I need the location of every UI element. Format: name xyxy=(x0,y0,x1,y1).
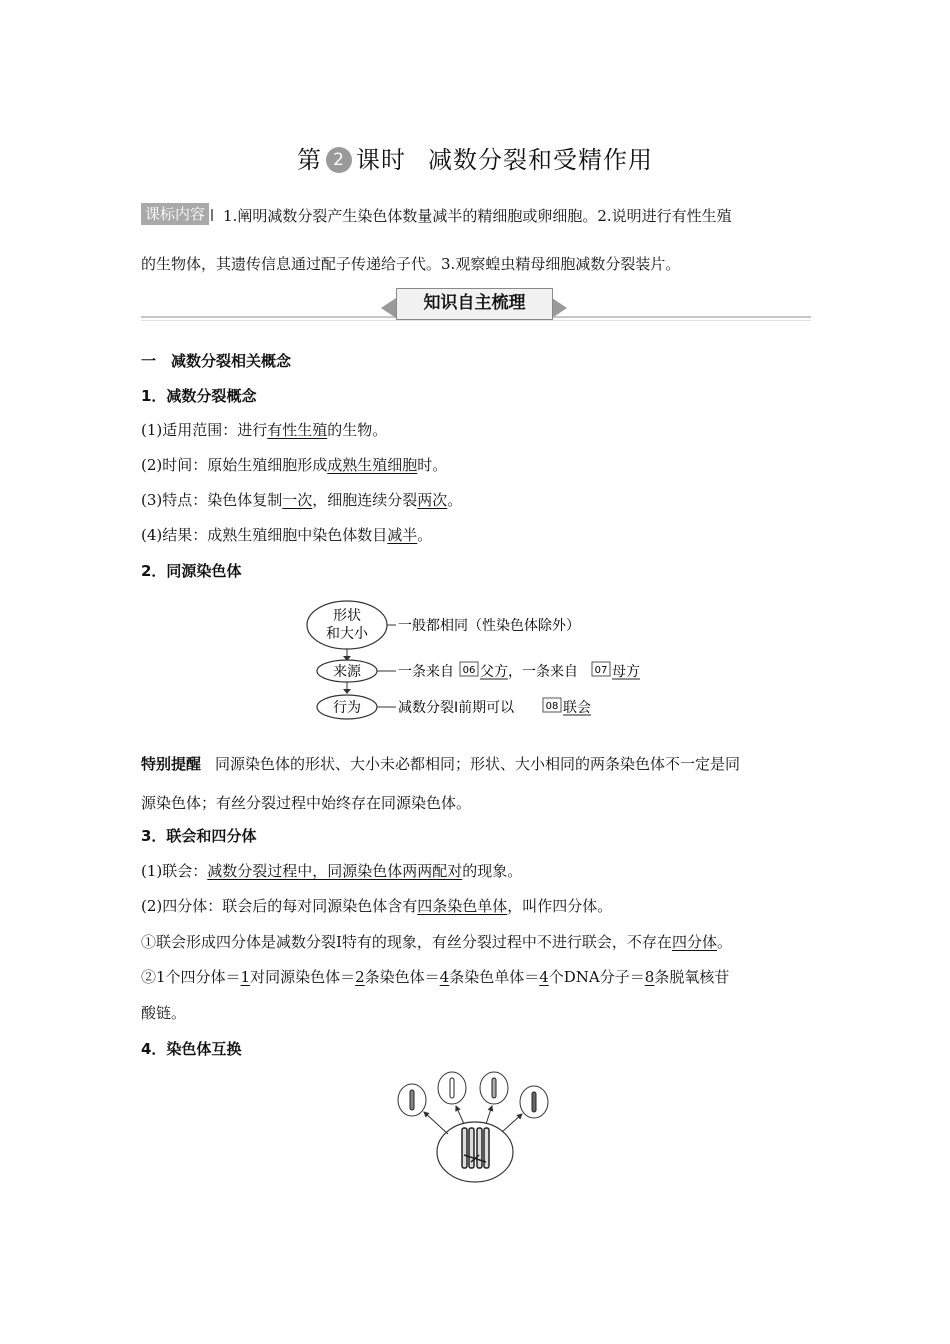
standards-text-1: 1.阐明减数分裂产生染色体数量减半的精细胞或卵细胞。2.说明进行有性生殖 xyxy=(223,207,732,225)
subheading-crossover: 4．染色体互换 xyxy=(141,1040,242,1058)
concept-feature: (3)特点：染色体复制一次，细胞连续分裂两次。 xyxy=(141,491,463,509)
tetrad-definition: (2)四分体：联会后的每对同源染色体含有四条染色单体，叫作四分体。 xyxy=(141,897,613,915)
title-main: 减数分裂和受精作用 xyxy=(428,146,653,174)
subheading-concept: 1．减数分裂概念 xyxy=(141,387,257,405)
diagram-answer-father: 父方 xyxy=(480,664,508,680)
answer-number-06: 06 xyxy=(462,665,476,676)
diagram-label-behavior: 行为 xyxy=(333,700,361,716)
tetrad-note-2-cont: 酸链。 xyxy=(141,1004,187,1022)
parent-cell xyxy=(437,1122,513,1182)
answer-number-07: 07 xyxy=(594,665,608,676)
synapsis-definition: (1)联会：减数分裂过程中，同源染色体两两配对的现象。 xyxy=(141,862,523,880)
tip-label: 特别提醒 xyxy=(141,755,202,773)
section-banner xyxy=(141,288,811,322)
title-suffix: 课时 xyxy=(356,146,406,174)
tip-block xyxy=(141,754,811,813)
standards-text-2: 的生物体，其遗传信息通过配子传递给子代。3.观察蝗虫精母细胞减数分裂装片。 xyxy=(141,255,681,273)
svg-text:，一条来自: ，一条来自 xyxy=(508,664,578,680)
standards-label: 课标内容 xyxy=(141,203,209,225)
tip-text-2: 源染色体；有丝分裂过程中始终存在同源染色体。 xyxy=(141,794,472,812)
diagram-text-behavior: 减数分裂Ⅰ前期可以 xyxy=(398,700,515,716)
banner-title: 知识自主梳理 xyxy=(396,288,553,320)
tip-text-1: 同源染色体的形状、大小未必都相同；形状、大小相同的两条染色体不一定是同 xyxy=(215,755,741,773)
diagram-text-origin: 一条来自 xyxy=(398,664,454,680)
answer-number-08: 08 xyxy=(545,701,559,712)
diagram-label-shape: 形状 xyxy=(333,608,361,624)
diagram-label-size: 和大小 xyxy=(326,626,368,642)
diagram-label-origin: 来源 xyxy=(333,664,361,680)
tetrad-note-1: ①联会形成四分体是减数分裂Ⅰ特有的现象，有丝分裂过程中不进行联会，不存在四分体。 xyxy=(141,933,732,951)
subheading-synapsis: 3．联会和四分体 xyxy=(141,827,257,845)
subheading-homologous: 2．同源染色体 xyxy=(141,562,242,580)
crossover-diagram xyxy=(390,1070,560,1185)
lesson-number-badge: 2 xyxy=(326,147,352,173)
diagram-answer-synapsis: 联会 xyxy=(563,700,591,716)
homologous-diagram xyxy=(300,598,660,728)
standards-block xyxy=(141,203,811,274)
concept-result: (4)结果：成熟生殖细胞中染色体数目减半。 xyxy=(141,526,433,544)
title-prefix: 第 xyxy=(297,146,322,174)
diagram-text-shape: 一般都相同（性染色体除外） xyxy=(398,618,580,634)
tetrad-chromosomes xyxy=(462,1128,489,1168)
diagram-answer-mother: 母方 xyxy=(612,664,640,680)
tetrad-note-2: ②1个四分体＝1对同源染色体＝2条染色体＝4条染色单体＝4个DNA分子＝8条脱氧核苷 xyxy=(141,968,730,986)
concept-scope: (1)适用范围：进行有性生殖的生物。 xyxy=(141,421,388,439)
standards-bar xyxy=(211,209,213,221)
page-title xyxy=(0,140,950,175)
concept-time: (2)时间：原始生殖细胞形成成熟生殖细胞时。 xyxy=(141,456,448,474)
section-heading-1: 一 减数分裂相关概念 xyxy=(141,352,292,370)
